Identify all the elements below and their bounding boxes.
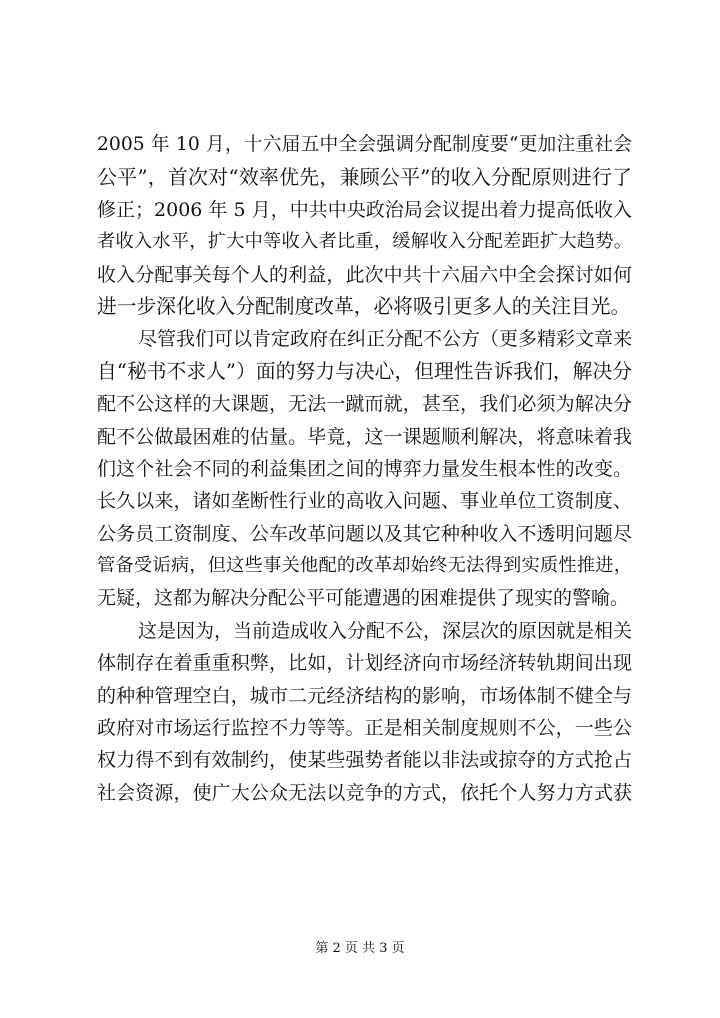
text-line: 者收入水平，扩大中等收入者比重，缓解收入分配差距扩大趋势。: [97, 231, 632, 253]
text-line: 自“秘书不求人”）面的努力与决心，但理性告诉我们，解决分: [97, 359, 632, 383]
text-line: 配不公这样的大课题，无法一蹴而就，甚至，我们必须为解决分: [97, 393, 632, 416]
text-line: 长久以来，诸如垄断性行业的高收入问题、事业单位工资制度、: [97, 490, 632, 513]
text-line: 公平”，首次对“效率优先，兼顾公平”的收入分配原则进行了: [97, 165, 632, 190]
text-line: 社会资源，使广大公众无法以竞争的方式，依托个人努力方式获: [97, 781, 632, 804]
page-number-footer: 第 2 页 共 3 页: [315, 941, 405, 956]
text-line: 的种种管理空白，城市二元经济结构的影响，市场体制不健全与: [97, 684, 632, 707]
text-line: 配不公做最困难的估量。毕竟，这一课题顺利解决，将意味着我: [97, 425, 632, 448]
text-line: 无疑，这都为解决分配公平可能遭遇的困难提供了现实的警喻。: [97, 587, 630, 610]
text-line: 政府对市场运行监控不力等等。正是相关制度规则不公，一些公: [97, 717, 632, 740]
paragraph-2: [97, 323, 632, 615]
text-line: 体制存在着重重积弊，比如，计划经济向市场经济转轨期间出现: [97, 652, 632, 675]
paragraph-3: [97, 615, 632, 809]
text-line: 收入分配事关每个人的利益，此次中共十六届六中全会探讨如何: [97, 263, 632, 286]
text-line: 公务员工资制度、公车改革问题以及其它种种收入不透明问题尽: [97, 522, 632, 545]
text-line: 们这个社会不同的利益集团之间的博弈力量发生根本性的改变。: [97, 457, 632, 480]
text-line: 进一步深化收入分配制度改革，必将吸引更多人的关注目光。: [97, 294, 631, 318]
text-line: 这是因为，当前造成收入分配不公，深层次的原因就是相关: [138, 619, 633, 642]
text-line: 2005 年 10 月，十六届五中全会强调分配制度要“更加注重社会: [97, 134, 632, 155]
text-line: 管备受诟病，但这些事关他配的改革却始终无法得到实质性推进，: [97, 555, 632, 577]
document-body: [97, 129, 632, 809]
text-line: 权力得不到有效制约，使某些强势者能以非法或掠夺的方式抢占: [97, 749, 632, 772]
paragraph-1: [97, 129, 632, 323]
text-line: 尽管我们可以肯定政府在纠正分配不公方（更多精彩文章来: [138, 328, 633, 351]
text-line: 修正；2006 年 5 月，中共中央政治局会议提出着力提高低收入: [97, 198, 632, 221]
